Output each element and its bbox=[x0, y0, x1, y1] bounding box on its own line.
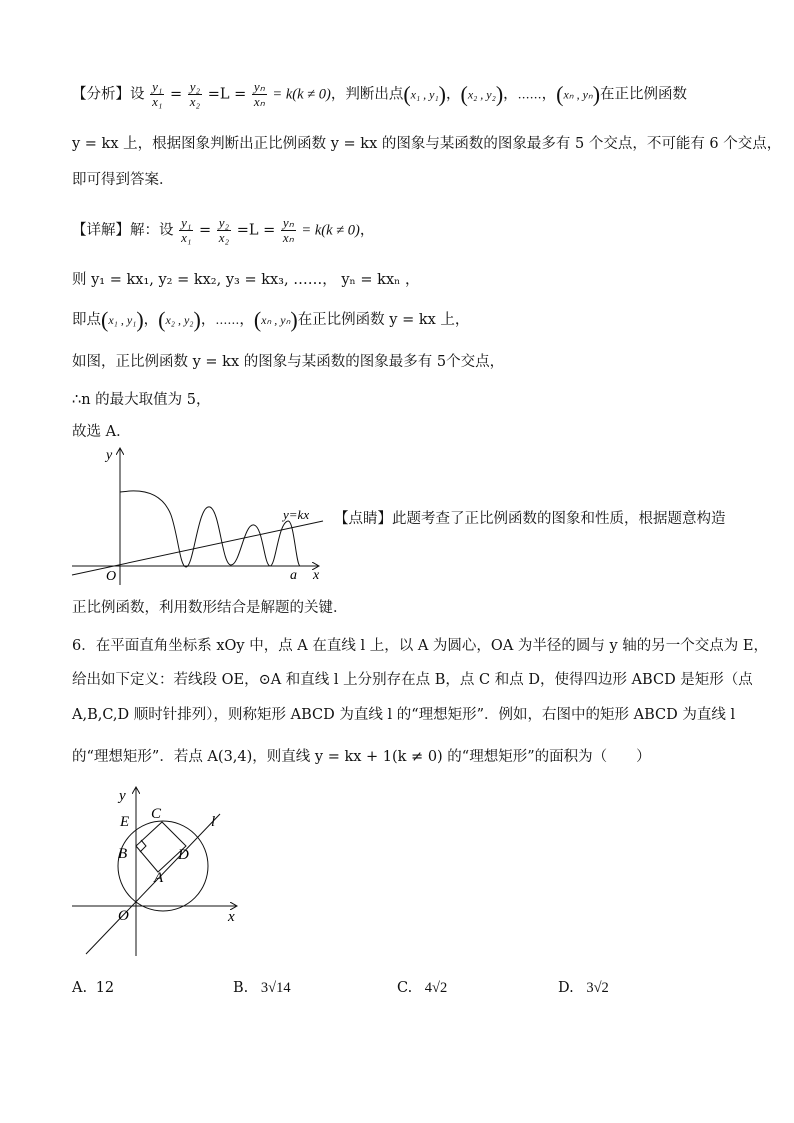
fig2-y-label: y bbox=[119, 788, 126, 804]
q6-line-1: 6．在平面直角坐标系 xOy 中，点 A 在直线 l 上，以 A 为圆心，OA 为半径的圆与 y 轴的另一个交点为 E， bbox=[72, 638, 769, 654]
detail-point-suffix: 在正比例函数 y = kx 上， bbox=[297, 312, 470, 328]
fraction-1: $\frac{\text{y₁}}{\text{x₁}}$ bbox=[152, 79, 163, 109]
analysis-in-func: 在正比例函数 bbox=[600, 86, 688, 103]
sep-3: ， bbox=[541, 86, 557, 103]
fig1-origin-label: O bbox=[106, 569, 117, 584]
q6-line-3: A,B,C,D 顺时针排列），则称矩形 ABCD 为直线 l 的“理想矩形”．例如，右图中的矩形 ABCD 为直线 l bbox=[72, 707, 736, 723]
detail-line-2: 则 y₁ = kx₁, y₂ = kx₂, y₃ = kx₃, ……， yₙ = kxₙ ， bbox=[72, 272, 420, 288]
k-condition: = k(k ≠ 0) bbox=[272, 86, 331, 103]
detail-sep-2: ， bbox=[200, 312, 216, 328]
detail-sep-3: ， bbox=[239, 312, 254, 328]
option-b-label: B. bbox=[233, 980, 249, 996]
analysis-line-2: y = kx 上，根据图象判断出正比例函数 y = kx 的图象与某函数的图象最多有 5 个交点，不可能有 6 个交点， bbox=[72, 136, 782, 152]
detail-point-prefix: 即点 bbox=[72, 312, 101, 328]
analysis-judge: ，判断出点 bbox=[330, 86, 404, 103]
detail-line-4: 如图，正比例函数 y = kx 的图象与某函数的图象最多有 5个交点， bbox=[72, 354, 505, 370]
fig1-a-label: a bbox=[290, 568, 297, 583]
fig2-o-label: O bbox=[118, 908, 129, 924]
option-c[interactable] bbox=[397, 978, 447, 998]
detail-point-1: x₁ , y₁ bbox=[108, 313, 137, 327]
comment-line-2: 正比例函数，利用数形结合是解题的关键． bbox=[72, 600, 348, 616]
fraction-2: $\frac{\text{y₂}}{\text{x₂}}$ bbox=[189, 79, 201, 109]
comment-line-1: 【点睛】此题考查了正比例函数的图象和性质，根据题意构造 bbox=[334, 511, 726, 527]
detail-sep-1: ， bbox=[143, 312, 159, 328]
fig2-l-label: l bbox=[211, 814, 216, 830]
option-b[interactable] bbox=[233, 978, 291, 998]
fig2-b-label: B bbox=[118, 846, 128, 862]
fig2-d-label: D bbox=[178, 847, 189, 863]
option-d[interactable] bbox=[558, 978, 609, 998]
detail-point-n: xₙ , yₙ bbox=[261, 313, 291, 327]
fraction-n: $\frac{\text{yₙ}}{\text{xₙ}}$ bbox=[253, 79, 265, 109]
figure-1 bbox=[68, 445, 328, 590]
fig2-e-label: E bbox=[120, 814, 130, 830]
option-b-value: 3√14 bbox=[260, 980, 291, 996]
option-c-label: C. bbox=[397, 980, 413, 996]
option-a-label: A. bbox=[72, 980, 88, 996]
point-2: x₂ , y₂ bbox=[467, 87, 496, 102]
detail-point-2: x₂ , y₂ bbox=[165, 313, 194, 327]
figure-2 bbox=[68, 780, 258, 960]
ellipsis-l: L bbox=[219, 86, 230, 103]
sep-2: ， bbox=[503, 86, 518, 103]
q6-line-4: 的“理想矩形”．若点 A(3,4)，则直线 y = kx + 1(k ≠ 0) 的“理想矩形”的面积为（ ） bbox=[72, 749, 651, 765]
q6-line-2: 给出如下定义：若线段 OE，⊙A 和直线 l 上分别存在点 B，点 C 和点 D，使得四边形 ABCD 是矩形（点 bbox=[72, 672, 753, 688]
detail-line-6: 故选 A． bbox=[72, 424, 131, 440]
function-curve bbox=[120, 491, 302, 567]
analysis-tag: 【分析】 bbox=[72, 86, 130, 103]
analysis-line-1: 【分析】设 $\frac{\text{y₁}}{\text{x₁}}$ = $\frac{\text{y₂}}{\text{x₂}}$ =L = $\frac{\text{yₙ}}{\text{xₙ}}$ = k(k ≠ 0)，判断出点(x₁ , y₁)，(x₂ , y₂)，……，(xₙ , yₙ)在正比例函数 bbox=[72, 79, 688, 109]
fig1-x-label: x bbox=[313, 568, 320, 583]
detail-fraction-1: $\frac{\text{y₁}}{\text{x₁}}$ bbox=[181, 215, 192, 245]
circle-a bbox=[118, 821, 208, 911]
sep-1: ， bbox=[445, 86, 461, 103]
detail-tag: 【详解】 bbox=[72, 222, 130, 239]
line-y-kx bbox=[72, 521, 323, 575]
analysis-line-3: 即可得到答案． bbox=[72, 172, 174, 188]
fig1-y-label: y bbox=[106, 448, 113, 463]
detail-fraction-n: $\frac{\text{yₙ}}{\text{xₙ}}$ bbox=[282, 215, 294, 245]
fig1-line-label: y=kx bbox=[283, 507, 310, 522]
detail-ellipsis-l: L bbox=[248, 222, 259, 239]
point-1: x₁ , y₁ bbox=[410, 87, 439, 102]
fig2-x-label: x bbox=[228, 909, 235, 925]
detail-line-5: ∴n 的最大取值为 5， bbox=[72, 392, 211, 408]
detail-k-condition: = k(k ≠ 0) bbox=[301, 222, 360, 239]
option-c-value: 4√2 bbox=[424, 980, 448, 996]
option-a-value: 12 bbox=[95, 980, 115, 996]
option-d-label: D. bbox=[558, 980, 574, 996]
option-a[interactable] bbox=[72, 978, 114, 998]
fig2-c-label: C bbox=[151, 806, 162, 822]
detail-line-3: 即点(x₁ , y₁)，(x₂ , y₂)，……，(xₙ , yₙ)在正比例函数 y = kx 上， bbox=[72, 307, 470, 332]
option-d-value: 3√2 bbox=[586, 980, 609, 996]
dots: …… bbox=[517, 87, 542, 102]
detail-line-1: 【详解】解：设 $\frac{\text{y₁}}{\text{x₁}}$ = $\frac{\text{y₂}}{\text{x₂}}$ =L = $\frac{\text{yₙ}}{\text{xₙ}}$ = k(k ≠ 0)， bbox=[72, 215, 375, 245]
detail-solve: 解：设 bbox=[130, 222, 174, 239]
fig2-a-label: A bbox=[154, 870, 164, 886]
detail-dots: …… bbox=[215, 313, 240, 327]
line-l bbox=[86, 814, 220, 954]
point-n: xₙ , yₙ bbox=[563, 87, 593, 102]
detail-fraction-2: $\frac{\text{y₂}}{\text{x₂}}$ bbox=[218, 215, 230, 245]
analysis-set: 设 bbox=[130, 86, 145, 103]
